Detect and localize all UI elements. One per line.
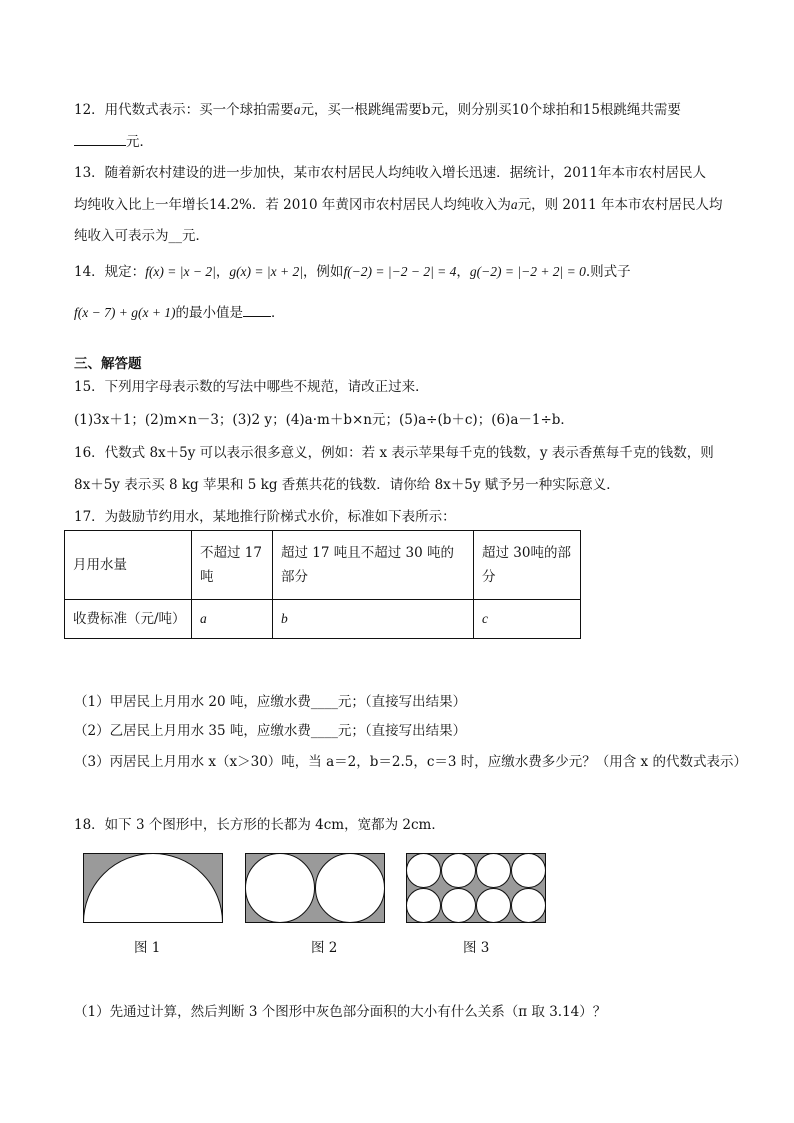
answer-blank[interactable]: [243, 302, 271, 317]
table-row: [65, 531, 581, 600]
figure-2-circle: [316, 854, 385, 923]
table-cell: b: [273, 600, 474, 639]
table-cell: a: [192, 600, 273, 639]
q18-line1: 18．如下 3 个图形中，长方形的长都为 4cm，宽都为 2cm．: [74, 817, 445, 833]
figure-2: [245, 853, 385, 923]
water-price-table: [64, 530, 581, 639]
table-row: [65, 600, 581, 639]
q12-line2: 元．: [74, 131, 153, 152]
figure-3-circle: [407, 854, 441, 888]
answer-blank[interactable]: [74, 131, 126, 146]
q17-sub1: （1）甲居民上月用水 20 吨，应缴水费____元；（直接写出结果）: [74, 694, 467, 710]
figure-3-circle: [512, 854, 546, 888]
q14-line1: 14．规定：f(x) = |x − 2|，g(x) = |x + 2|，例如f(−2) = |−2 − 2| = 4，g(−2) = |−2 + 2| = 0.则式子: [74, 264, 631, 280]
figure-3-caption: 图 3: [463, 940, 490, 956]
q13-line1: 13．随着新农村建设的进一步加快，某市农村居民人均纯收入增长迅速．据统计，2011年本市农村居民人: [74, 165, 707, 181]
q13-line3: 纯收入可表示为__元．: [74, 228, 209, 244]
figure-3-circle: [442, 854, 476, 888]
q17-sub2: （2）乙居民上月用水 35 吨，应缴水费____元；（直接写出结果）: [74, 723, 467, 739]
q16-line1: 16．代数式 8x＋5y 可以表示很多意义，例如：若 x 表示苹果每千克的钱数，y 表示香蕉每千克的钱数，则: [74, 445, 714, 461]
q17-line1: 17．为鼓励节约用水，某地推行阶梯式水价，标准如下表所示：: [74, 509, 456, 525]
figure-2-caption: 图 2: [311, 940, 338, 956]
figure-3-circle: [477, 854, 511, 888]
q15-line1: 15．下列用字母表示数的写法中哪些不规范，请改正过来．: [74, 379, 429, 395]
section-title: 三、解答题: [74, 356, 142, 372]
q13-line2: 均纯收入比上一年增长14.2%．若 2010 年黄冈市农村居民人均纯收入为a元，则 2011 年本市农村居民人均: [74, 197, 723, 213]
q18-sub1: （1）先通过计算，然后判断 3 个图形中灰色部分面积的大小有什么关系（π 取 3.14）？: [74, 1004, 607, 1020]
figure-2-circle: [246, 854, 315, 923]
figure-1-caption: 图 1: [134, 940, 161, 956]
table-cell: c: [474, 600, 581, 639]
figure-3-circle: [477, 889, 511, 923]
q15-line2: (1)3x＋1；(2)m×n－3；(3)2 y；(4)a·m＋b×n元；(5)a÷(b＋c)；(6)a－1÷b．: [74, 412, 574, 428]
table-cell: 超过 30吨的部分: [474, 531, 581, 600]
q12-line1: 12．用代数式表示：买一个球拍需要a元，买一根跳绳需要b元，则分别买10个球拍和15根跳绳共需要: [74, 102, 681, 118]
table-cell: 不超过 17 吨: [192, 531, 273, 600]
figure-3-circle: [512, 889, 546, 923]
figure-3-circle: [442, 889, 476, 923]
q16-line2: 8x＋5y 表示买 8 kg 苹果和 5 kg 香蕉共花的钱数．请你给 8x＋5y 赋予另一种实际意义．: [74, 477, 620, 493]
figure-3-circle: [407, 889, 441, 923]
q14-line2: f(x − 7) + g(x + 1)的最小值是 ．: [74, 302, 285, 323]
q17-sub3: （3）丙居民上月用水 x（x＞30）吨，当 a＝2，b＝2.5，c＝3 时，应缴水费多少元？（用含 x 的代数式表示）: [74, 754, 747, 770]
figure-1: [83, 853, 223, 923]
table-cell: 收费标准（元/吨）: [65, 600, 192, 639]
table-cell: 月用水量: [65, 531, 192, 600]
table-cell: 超过 17 吨且不超过 30 吨的部分: [273, 531, 474, 600]
figure-3: [406, 853, 546, 923]
